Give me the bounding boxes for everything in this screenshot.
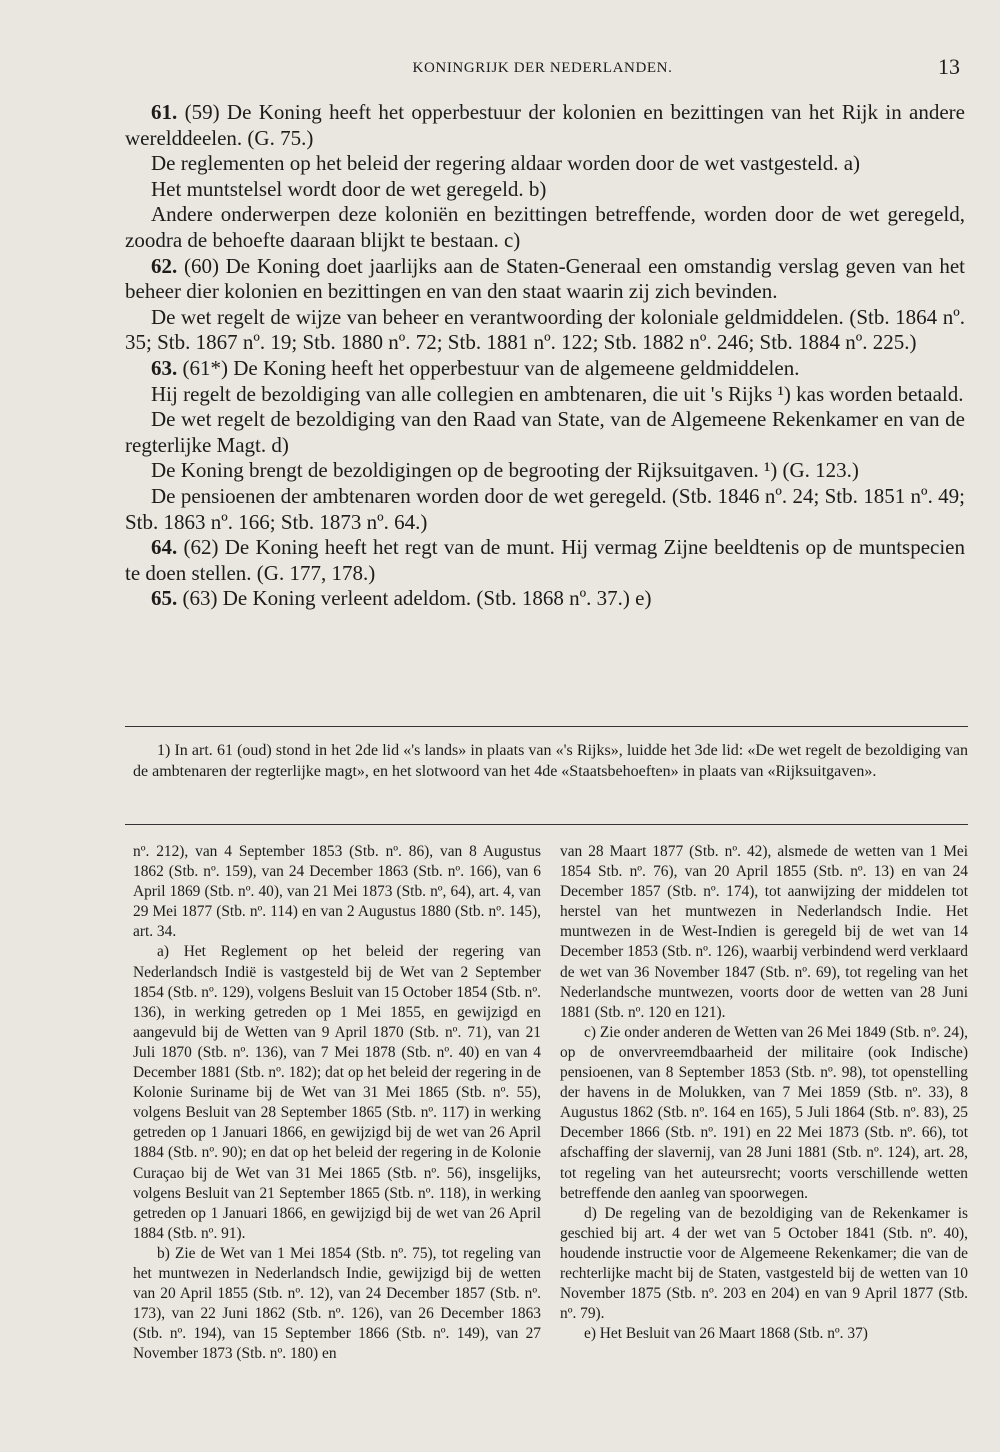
article-paragraph (125, 202, 965, 253)
article-paragraph (125, 254, 965, 305)
article-number: 63. (151, 355, 178, 380)
notes-divider (125, 824, 968, 825)
article-paragraph (125, 100, 965, 151)
paragraph-text: Andere onderwerpen deze koloniën en bezittingen betreffende, worden door de wet geregeld, zoodra de behoefte daaraan blijkt te bestaan. c) (125, 202, 965, 252)
annotation-column-left (133, 842, 541, 1364)
running-title: KONINGRIJK DER NEDERLANDEN. (412, 60, 673, 76)
article-paragraph (125, 484, 965, 535)
article-paragraph (125, 382, 965, 408)
paragraph-text: (59) De Koning heeft het opperbestuur der kolonien en bezittingen van het Rijk in andere werelddeelen. (G. 75.) (125, 100, 965, 150)
footnote-text: 1) In art. 61 (oud) stond in het 2de lid «'s lands» in plaats van «'s Rijks», luidde het 3de lid: «De wet regelt de bezoldiging van de ambtenaren der regterlijke magt», en het slotwoord van het 4de «Staatsbehoeften» in plaats van «Rijksuitgaven». (133, 742, 968, 780)
paragraph-text: (60) De Koning doet jaarlijks aan de Staten-Generaal een omstandig verslag geven van het beheer dier kolonien en bezittingen en van den staat waarin zij zich bevinden. (125, 253, 965, 304)
annotation-paragraph: c) Zie onder anderen de Wetten van 26 Mei 1849 (Stb. nº. 24), op de onvervreemdbaarheid der militaire (ook Indische) pensioenen, van 8 September 1853 (Stb. nº. 98), tot openstelling der havens in de Molukken, van 7 Mei 1859 (Stb. nº. 33), 8 Augustus 1862 (Stb. nº. 164 en 165), 5 Juli 1864 (Stb. nº. 83), 25 December 1866 (Stb. nº. 191) en 22 Mei 1873 (Stb. nº. 66), tot afschaffing der slavernij, van 28 Juni 1881 (Stb. nº. 124), art. 28, tot regeling van het auteursrecht; voorts verschillende wetten betreffende den aanleg van spoorwegen. (560, 1023, 968, 1202)
paragraph-text: Hij regelt de bezoldiging van alle collegien en ambtenaren, die uit 's Rijks ¹) kas worden betaald. (151, 381, 964, 406)
running-header (125, 54, 960, 84)
annotation-paragraph: van 28 Maart 1877 (Stb. nº. 42), alsmede de wetten van 1 Mei 1854 Stb. nº. 76), van 20 April 1855 (Stb. nº. 13) en van 24 December 1857 (Stb. nº. 174), tot aanwijzing der middelen tot herstel van het muntwezen in Nederlandsch Indie. Het muntwezen in de West-Indien is geregeld bij de wet van 14 December 1853 (Stb. nº. 126), waarbij verbindend werd verklaard de wet van 36 November 1847 (Stb. nº. 69), tot regeling van het Nederlandsche muntwezen, voorts door de wetten van 28 Juni 1881 (Stb. nº. 120 en 121). (560, 843, 968, 1021)
article-paragraph (125, 356, 965, 382)
article-paragraph (125, 305, 965, 356)
paragraph-text: De Koning brengt de bezoldigingen op de begrooting der Rijksuitgaven. ¹) (G. 123.) (151, 458, 859, 483)
article-number: 62. (151, 253, 178, 278)
paragraph-text: (63) De Koning verleent adeldom. (Stb. 1868 nº. 37.) e) (177, 586, 652, 611)
annotation-paragraph: e) Het Besluit van 26 Maart 1868 (Stb. nº. 37) (584, 1325, 868, 1343)
main-text (125, 100, 965, 612)
paragraph-text: De wet regelt de bezoldiging van den Raad van State, van de Algemeene Rekenkamer en van de regterlijke Magt. d) (125, 407, 965, 457)
article-paragraph (125, 407, 965, 458)
footnote (133, 740, 968, 782)
annotation-columns (133, 842, 968, 1364)
annotation-column-right (560, 842, 968, 1364)
paragraph-text: De wet regelt de wijze van beheer en verantwoording der koloniale geldmiddelen. (Stb. 1864 nº. 35; Stb. 1867 nº. 19; Stb. 1880 nº. 72; Stb. 1881 nº. 122; Stb. 1882 nº. 246; Stb. 1884 nº. 225.) (125, 304, 965, 355)
article-number: 61. (151, 100, 178, 124)
annotation-paragraph: a) Het Reglement op het beleid der regering van Nederlandsch Indië is vastgesteld bij de Wet van 2 September 1854 (Stb. nº. 129), volgens Besluit van 15 October 1854 (Stb. nº. 136), in werking getreden op 1 Mei 1855, en gewijzigd en aangevuld bij de Wetten van 9 April 1870 (Stb. nº. 71), van 21 Juli 1870 (Stb. nº. 136), van 7 Mei 1878 (Stb. nº. 40) en van 4 December 1881 (Stb. nº. 182); dat op het beleid der regering in de Kolonie Suriname bij de Wet van 31 Mei 1865 (Stb. nº. 55), volgens Besluit van 28 September 1865 (Stb. nº. 117) in werking getreden op 1 Januari 1866, en gewijzigd bij de wet van 26 April 1884 (Stb. nº. 90); en dat op het beleid der regering in de Kolonie Curaçao bij de Wet van 31 Mei 1865 (Stb. nº. 56), insgelijks, volgens Besluit van 21 September 1865 (Stb. nº. 118), in werking getreden op 1 Januari 1866, en gewijzigd bij de wet van 26 April 1884 (Stb. nº. 91). (133, 943, 541, 1242)
annotation-paragraph: b) Zie de Wet van 1 Mei 1854 (Stb. nº. 75), tot regeling van het muntwezen in Nederlandsch Indie, gewijzigd bij de wetten van 20 April 1855 (Stb. nº. 12), van 24 December 1857 (Stb. nº. 173), van 22 Juni 1862 (Stb. nº. 126), van 26 December 1863 (Stb. nº. 194), van 15 September 1866 (Stb. nº. 149), van 27 November 1873 (Stb. nº. 180) en (133, 1244, 541, 1363)
paragraph-text: De pensioenen der ambtenaren worden door de wet geregeld. (Stb. 1846 nº. 24; Stb. 1851 nº. 49; Stb. 1863 nº. 166; Stb. 1873 nº. 64.) (125, 483, 965, 534)
article-number: 64. (151, 535, 178, 560)
paragraph-text: De reglementen op het beleid der regering aldaar worden door de wet vastgesteld. a) (151, 151, 861, 176)
article-paragraph (125, 177, 965, 203)
paragraph-text: Het muntstelsel wordt door de wet geregeld. b) (151, 176, 547, 201)
annotation-paragraph: d) De regeling van de bezoldiging van de Rekenkamer is geschied bij art. 4 der wet van 5 October 1841 (Stb. nº. 40), houdende instructie voor de Algemeene Rekenkamer; die van de rechterlijke macht bij de Staten, vastgesteld bij de wetten van 10 November 1875 (Stb. nº. 203 en 204) en van 9 April 1877 (Stb. nº. 79). (560, 1204, 968, 1323)
paragraph-text: (62) De Koning heeft het regt van de munt. Hij vermag Zijne beeldtenis op de muntspecien te doen stellen. (G. 177, 178.) (125, 535, 965, 585)
footnote-divider (125, 726, 968, 727)
page-number: 13 (938, 54, 960, 79)
article-paragraph (125, 586, 965, 612)
article-number: 65. (151, 586, 178, 611)
article-paragraph (125, 535, 965, 586)
paragraph-text: (61*) De Koning heeft het opperbestuur van de algemeene geldmiddelen. (177, 355, 800, 380)
article-paragraph (125, 151, 965, 177)
annotation-paragraph: nº. 212), van 4 September 1853 (Stb. nº. 86), van 8 Augustus 1862 (Stb. nº. 159), van 24 December 1863 (Stb. nº. 166), van 6 April 1869 (Stb. nº. 40), van 21 Mei 1873 (Stb. nº, 64), art. 4, van 29 Mei 1877 (Stb. nº. 114) en van 2 Augustus 1880 (Stb. nº. 145), art. 34. (133, 843, 541, 941)
article-paragraph (125, 458, 965, 484)
